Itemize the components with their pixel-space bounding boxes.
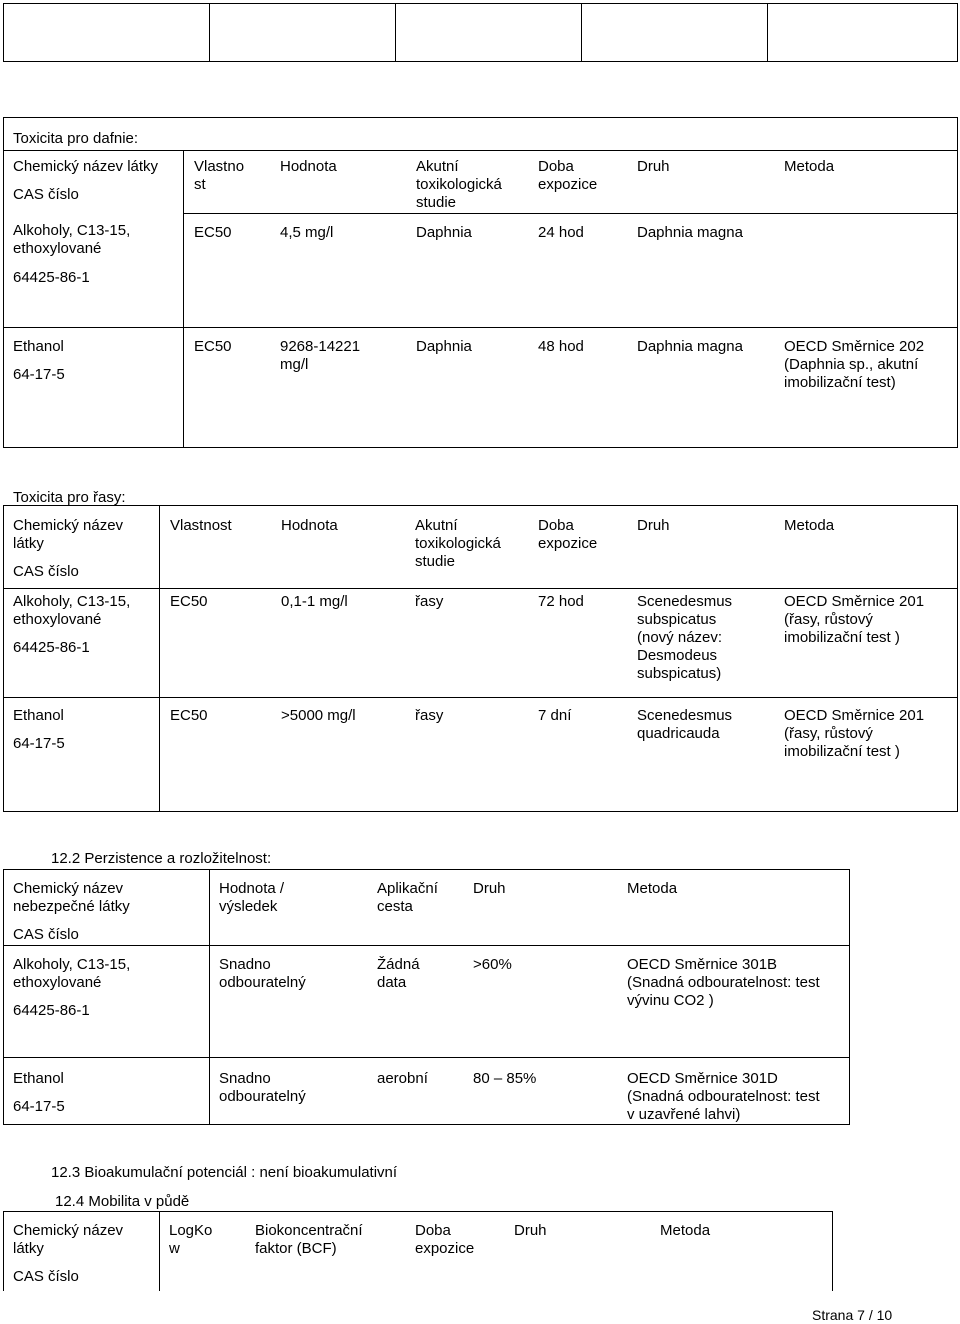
section-title: 12.2 Perzistence a rozložitelnost: [51, 850, 272, 867]
row-species: Scenedesmus subspicatus (nový název: Desmodeus subspicatus) [637, 593, 733, 682]
row-cas-number: 64-17-5 [13, 735, 65, 752]
table-border [183, 213, 958, 214]
row-exposure: 24 hod [538, 224, 584, 241]
table-border [3, 3, 4, 62]
row-cas-number: 64425-86-1 [13, 639, 90, 656]
row-value: 4,5 mg/l [280, 224, 334, 241]
header-value: Hodnota [281, 517, 338, 534]
table-border [209, 869, 210, 1125]
row-study: řasy [415, 593, 444, 610]
row-chemical-name: Alkoholy, C13-15, ethoxylované [13, 956, 131, 991]
bioaccumulation-heading: 12.3 Bioakumulační potenciál : není bioakumulativní [51, 1164, 398, 1181]
row-method: OECD Směrnice 301B (Snadná odbouratelnost: test vývinu CO2 ) [627, 956, 820, 1009]
row-value: >5000 mg/l [281, 707, 356, 724]
row-property: EC50 [194, 338, 232, 355]
page-number: Strana 7 / 10 [812, 1307, 893, 1323]
header-cas-number: CAS číslo [13, 563, 79, 580]
row-study: Daphnia [416, 224, 472, 241]
header-property: Vlastno st [194, 158, 245, 193]
table-border [3, 117, 958, 118]
row-result: Snadno odbouratelný [219, 956, 306, 991]
row-route: Žádná data [377, 956, 420, 991]
row-route: aerobní [377, 1070, 428, 1087]
table-border [767, 3, 768, 62]
section-title: Toxicita pro dafnie: [13, 130, 139, 147]
row-property: EC50 [170, 707, 208, 724]
table-border [3, 945, 850, 946]
table-border [3, 327, 958, 328]
header-method: Metoda [784, 517, 835, 534]
row-species: Daphnia magna [637, 338, 743, 355]
table-border [3, 447, 958, 448]
header-exposure-time: Doba expozice [538, 517, 598, 552]
row-chemical-name: Ethanol [13, 707, 64, 724]
table-border [209, 3, 210, 62]
header-species: Druh [637, 158, 670, 175]
table-border [3, 61, 958, 62]
row-study: Daphnia [416, 338, 472, 355]
row-method: OECD Směrnice 201 (řasy, růstový imobilizační test ) [784, 593, 925, 646]
table-border [3, 150, 958, 151]
header-acute-study: Akutní toxikologická studie [416, 158, 502, 211]
row-chemical-name: Alkoholy, C13-15, ethoxylované [13, 222, 131, 257]
header-chemical-name: Chemický název látky [13, 517, 124, 552]
table-border [3, 1211, 833, 1212]
header-result: Hodnota / výsledek [219, 880, 285, 915]
header-cas-number: CAS číslo [13, 1268, 79, 1285]
table-border [159, 505, 160, 812]
row-chemical-name: Ethanol [13, 1070, 64, 1087]
table-border [3, 1211, 4, 1291]
row-property: EC50 [194, 224, 232, 241]
header-species: Druh [637, 517, 670, 534]
row-value: 0,1-1 mg/l [281, 593, 348, 610]
header-chemical-name: Chemický název látky [13, 1222, 124, 1257]
row-cas-number: 64425-86-1 [13, 269, 90, 286]
table-border [159, 1211, 160, 1291]
header-route: Aplikační cesta [377, 880, 438, 915]
row-exposure: 7 dní [538, 707, 572, 724]
header-method: Metoda [784, 158, 835, 175]
row-property: EC50 [170, 593, 208, 610]
header-species: Druh [514, 1222, 547, 1239]
header-bcf: Biokoncentrační faktor (BCF) [255, 1222, 363, 1257]
row-chemical-name: Alkoholy, C13-15, ethoxylované [13, 593, 131, 628]
row-cas-number: 64425-86-1 [13, 1002, 90, 1019]
table-border [3, 811, 958, 812]
table-border [3, 3, 958, 4]
row-method: OECD Směrnice 202 (Daphnia sp., akutní imobilizační test) [784, 338, 925, 391]
table-border [3, 117, 4, 448]
row-cas-number: 64-17-5 [13, 1098, 65, 1115]
table-border [3, 505, 958, 506]
table-border [957, 3, 958, 62]
row-species: 80 – 85% [473, 1070, 537, 1087]
row-method: OECD Směrnice 301D (Snadná odbouratelnost: test v uzavřené lahvi) [627, 1070, 820, 1123]
row-chemical-name: Ethanol [13, 338, 64, 355]
row-exposure: 48 hod [538, 338, 584, 355]
header-chemical-name: Chemický název nebezpečné látky [13, 880, 130, 915]
table-border [3, 505, 4, 812]
table-border [581, 3, 582, 62]
header-exposure-time: Doba expozice [415, 1222, 475, 1257]
header-cas-number: CAS číslo [13, 926, 79, 943]
header-method: Metoda [660, 1222, 711, 1239]
header-logkow: LogKo w [169, 1222, 213, 1257]
section-title: Toxicita pro řasy: [13, 489, 126, 506]
header-acute-study: Akutní toxikologická studie [415, 517, 501, 570]
table-border [183, 150, 184, 448]
table-border [849, 869, 850, 1125]
header-property: Vlastnost [170, 517, 232, 534]
table-border [832, 1211, 833, 1291]
table-border [3, 588, 958, 589]
row-method: OECD Směrnice 201 (řasy, růstový imobilizační test ) [784, 707, 925, 760]
row-result: Snadno odbouratelný [219, 1070, 306, 1105]
row-species: >60% [473, 956, 512, 973]
row-value: 9268-14221 mg/l [280, 338, 361, 373]
table-border [3, 1057, 850, 1058]
header-method: Metoda [627, 880, 678, 897]
row-species: Scenedesmus quadricauda [637, 707, 733, 742]
table-border [3, 869, 850, 870]
table-border [3, 869, 4, 1125]
header-chemical-name: Chemický název látky [13, 158, 159, 175]
header-cas-number: CAS číslo [13, 186, 79, 203]
table-border [395, 3, 396, 62]
row-study: řasy [415, 707, 444, 724]
header-value: Hodnota [280, 158, 337, 175]
row-species: Daphnia magna [637, 224, 743, 241]
table-border [3, 1124, 850, 1125]
row-exposure: 72 hod [538, 593, 584, 610]
section-title: 12.4 Mobilita v půdě [55, 1193, 190, 1210]
header-exposure-time: Doba expozice [538, 158, 598, 193]
row-cas-number: 64-17-5 [13, 366, 65, 383]
table-border [3, 697, 958, 698]
table-border [957, 117, 958, 448]
header-species: Druh [473, 880, 506, 897]
table-border [957, 505, 958, 812]
